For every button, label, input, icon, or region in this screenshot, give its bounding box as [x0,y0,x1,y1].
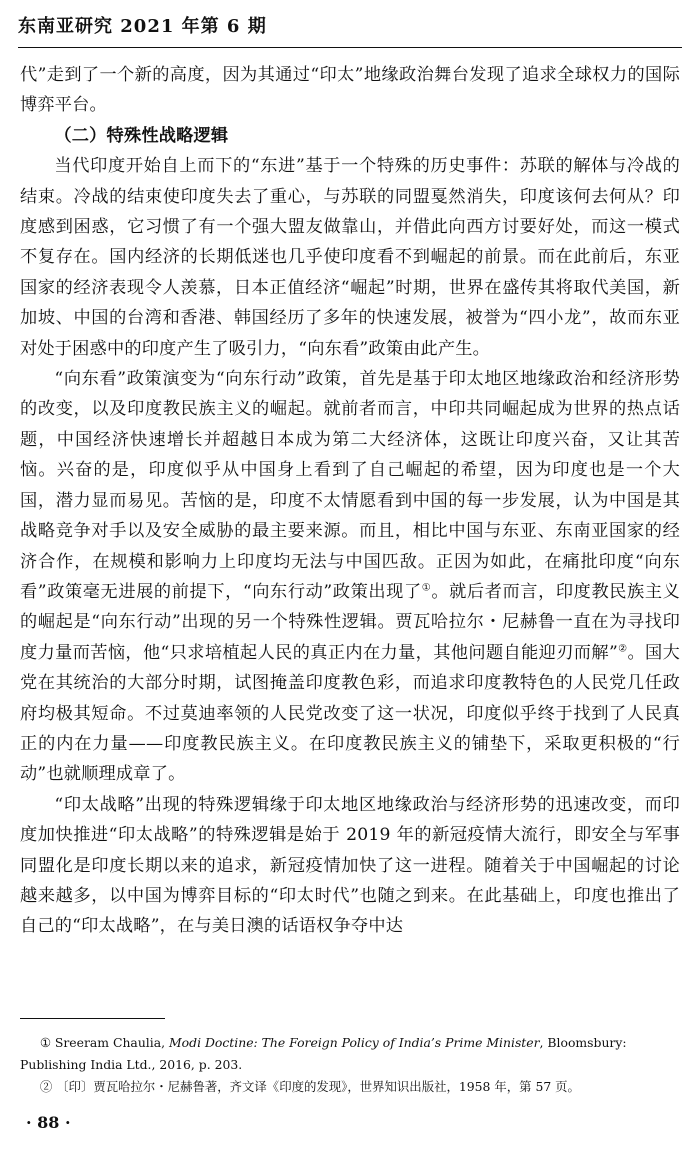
paragraph-1: 当代印度开始自上而下的“东进”基于一个特殊的历史事件：苏联的解体与冷战的结束。冷战的结束使印度失去了重心，与苏联的同盟戛然消失，印度该何去何从？印度感到困惑，它习惯了有一个强大盟友做靠山，并借此向西方讨要好处，而这一模式不复存在。国内经济的长期低迷也几乎使印度看不到崛起的前景。而在此前后，东亚国家的经济表现令人羡慕，日本正值经济“崛起”时期，世界在盛传其将取代美国，新加坡、中国的台湾和香港、韩国经历了多年的快速发展，被誉为“四小龙”，故而东亚对处于困惑中的印度产生了吸引力，“向东看”政策由此产生。 [20,156,680,359]
footnote-1 [20,1032,680,1076]
footnote-rule [20,1018,165,1019]
paragraph-2-part-a: “向东看”政策演变为“向东行动”政策，首先是基于印太地区地缘政治和经济形势的改变，以及印度教民族主义的崛起。就前者而言，中印共同崛起成为世界的热点话题，中国经济快速增长并超越日本成为第二大经济体，这既让印度兴奋，又让其苦恼。兴奋的是，印度似乎从中国身上看到了自己崛起的希望，因为印度也是一个大国，潜力显而易见。苦恼的是，印度不太情愿看到中国的每一步发展，认为中国是其战略竞争对手以及安全威胁的最主要来源。而且，相比中国与东亚、东南亚国家的经济合作，在规模和影响力上印度均无法与中国匹敌。正因为如此，在痛批印度“向东看”政策毫无进展的前提下，“向东行动”政策出现了 [20,369,680,602]
running-header: 东南亚研究 2021 年第 6 期 [18,16,267,37]
footnote-ref-2[interactable]: ② [617,642,628,654]
footnote-ref-1[interactable]: ① [421,582,432,594]
footnote-1-publisher: , Bloomsbury: Publishing India Ltd., 2016, p. 203. [20,1035,627,1072]
body-text [20,60,680,942]
paragraph-3: “印太战略”出现的特殊逻辑缘于印太地区地缘政治与经济形势的迅速改变，而印度加快推进“印太战略”的特殊逻辑是始于 2019 年的新冠疫情大流行，即安全与军事同盟化是印度长期以来的追求，新冠疫情加快了这一进程。随着关于中国崛起的讨论越来越多，以中国为博弈目标的“印太时代”也随之到来。在此基础上，印度也推出了自己的“印太战略”，在与美日澳的话语权争夺中达 [20,794,680,937]
footnotes [20,1032,680,1098]
footnote-2 [20,1076,680,1098]
paragraph-2-part-b: 。就后者而言，印度教民族主义的崛起是“向东行动”出现的另一个特殊性逻辑。贾瓦哈拉尔・尼赫鲁一直在为寻找印度力量而苦恼，他“只求培植起人民的真正内在力量，其他问题自能迎刃而解” [20,581,680,663]
footnote-2-mark: ② [39,1079,53,1094]
paragraph-2-part-c: 。国大党在其统治的大部分时期，试图掩盖印度教色彩，而追求印度教特色的人民党几任政府均极其短命。不过莫迪率领的人民党改变了这一状况，印度似乎终于找到了人民真正的内在力量——印度教民族主义。在印度教民族主义的铺垫下，采取更积极的“行动”也就顺理成章了。 [20,642,680,785]
section-heading: （二）特殊性战略逻辑 [54,125,229,146]
footnote-1-title: Modi Doctine: The Foreign Policy of India’s Prime Minister [168,1035,540,1050]
footnote-2-text: 〔印〕贾瓦哈拉尔・尼赫鲁著，齐文译《印度的发现》，世界知识出版社，1958 年，第 57 页。 [56,1079,580,1094]
header-rule [18,47,682,48]
footnote-1-author: Sreeram Chaulia, [54,1035,169,1050]
footnote-1-mark: ① [39,1035,51,1050]
paragraph-2 [20,364,680,790]
page-number: · 88 · [26,1113,71,1132]
paragraph-continued: 代”走到了一个新的高度，因为其通过“印太”地缘政治舞台发现了追求全球权力的国际博弈平台。 [20,65,680,116]
